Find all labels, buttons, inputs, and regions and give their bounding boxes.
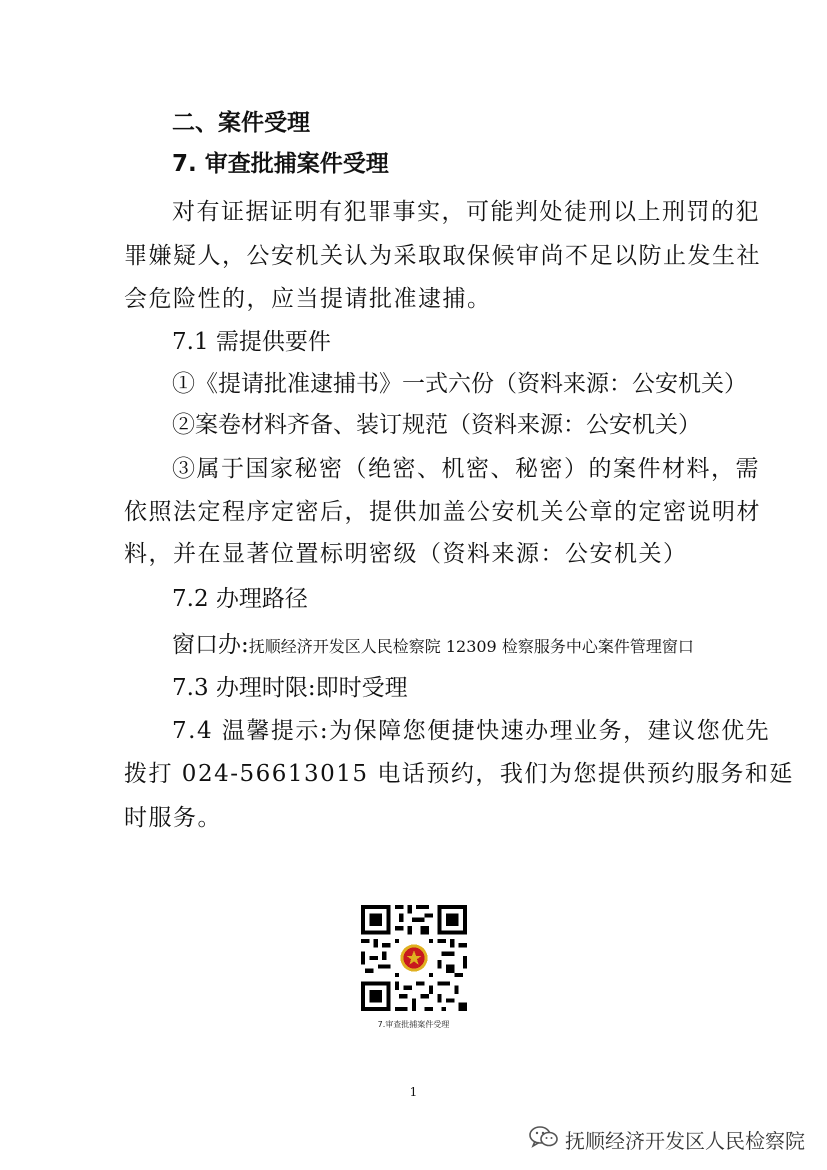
intro-line: 罪嫌疑人，公安机关认为采取取保候审尚不足以防止发生社 bbox=[124, 243, 761, 269]
requirement-item: 料，并在显著位置标明密级（资料来源：公安机关） bbox=[124, 541, 688, 567]
qr-caption: 7.审查批捕案件受理 bbox=[377, 1020, 450, 1029]
section-heading: 二、案件受理 bbox=[172, 110, 310, 136]
qr-code-image bbox=[361, 905, 467, 1011]
route-title: 7.2 办理路径 bbox=[172, 586, 308, 612]
requirement-item: ②案卷材料齐备、装订规范（资料来源：公安机关） bbox=[172, 412, 701, 438]
watermark-text: 抚顺经济开发区人民检察院 bbox=[565, 1128, 805, 1153]
tip-line: 时服务。 bbox=[124, 805, 222, 831]
route-text: 抚顺经济开发区人民检察院 12309 检察服务中心案件管理窗口 bbox=[248, 637, 694, 656]
requirements-title: 7.1 需提供要件 bbox=[172, 329, 331, 355]
route-label: 窗口办: bbox=[172, 632, 249, 658]
tip-line: 拨打 024-56613015 电话预约，我们为您提供预约服务和延 bbox=[124, 761, 794, 787]
intro-line: 会危险性的，应当提请批准逮捕。 bbox=[124, 286, 492, 312]
wechat-icon bbox=[529, 1125, 559, 1154]
requirement-item: ①《提请批准逮捕书》一式六份（资料来源：公安机关） bbox=[172, 371, 747, 397]
page-number: 1 bbox=[409, 1085, 418, 1099]
time-limit: 7.3 办理时限:即时受理 bbox=[172, 675, 408, 701]
requirement-item: ③属于国家秘密（绝密、机密、秘密）的案件材料，需 bbox=[172, 456, 760, 482]
intro-line: 对有证据证明有犯罪事实，可能判处徒刑以上刑罚的犯 bbox=[172, 199, 760, 225]
route-line bbox=[172, 630, 827, 662]
watermark bbox=[529, 1124, 805, 1154]
tip-line: 7.4 温馨提示:为保障您便捷快速办理业务，建议您优先 bbox=[172, 718, 771, 744]
qr-code bbox=[361, 905, 467, 1011]
requirement-item: 依照法定程序定密后，提供加盖公安机关公章的定密说明材 bbox=[124, 499, 761, 525]
item-title: 7. 审查批捕案件受理 bbox=[172, 151, 389, 177]
